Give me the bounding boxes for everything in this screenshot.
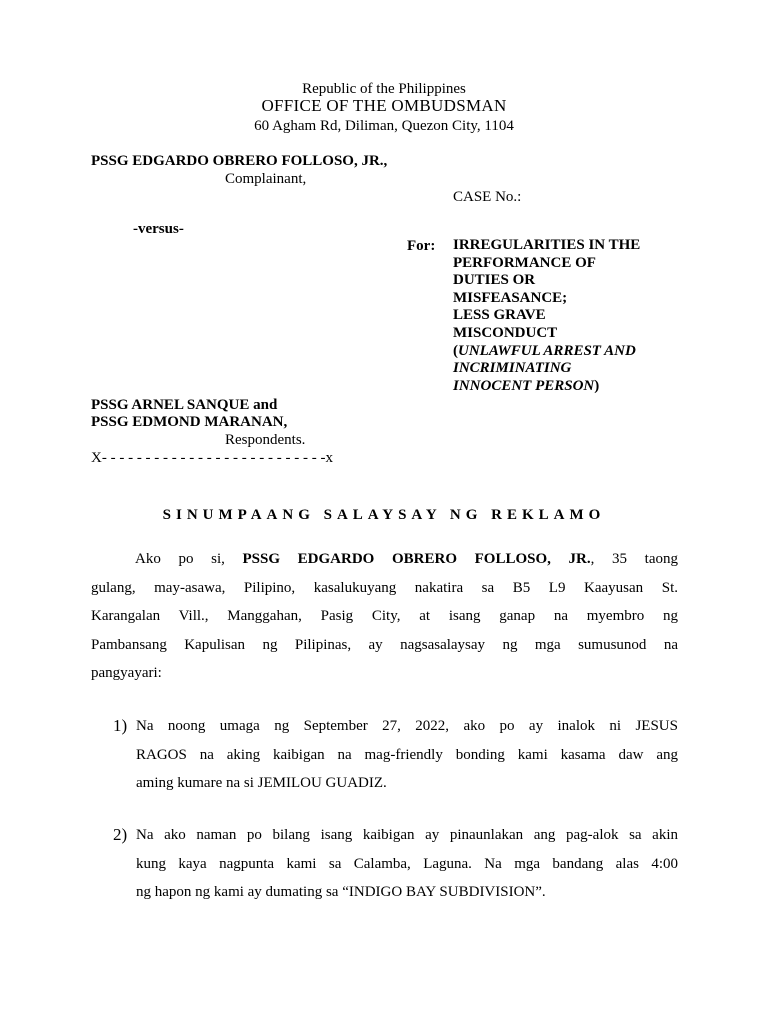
complainant-role: Complainant, bbox=[225, 171, 307, 187]
charge-line: MISCONDUCT bbox=[453, 324, 558, 341]
case-no-label: CASE No.: bbox=[453, 189, 522, 205]
intro-line: pangyayari: bbox=[91, 665, 162, 681]
intro-prefix: Ako po si, bbox=[135, 551, 243, 567]
respondent-1: PSSG ARNEL SANQUE and bbox=[91, 397, 278, 413]
respondent-role: Respondents. bbox=[225, 432, 306, 448]
for-label: For: bbox=[407, 238, 436, 254]
item-paragraph bbox=[136, 821, 678, 907]
charges-block bbox=[453, 237, 693, 395]
respondent-2: PSSG EDMOND MARANAN, bbox=[91, 414, 288, 430]
complainant-name: PSSG EDGARDO OBRERO FOLLOSO, JR., bbox=[91, 153, 388, 169]
charge-detail-text: UNLAWFUL ARREST AND bbox=[458, 342, 636, 359]
item-paragraph bbox=[136, 712, 678, 798]
charge-detail-line bbox=[453, 343, 693, 361]
header-office: OFFICE OF THE OMBUDSMAN bbox=[261, 96, 507, 115]
intro-line: gulang, may-asawa, Pilipino, kasalukuyang nakatira sa B5 L9 Kaayusan St. bbox=[91, 579, 678, 596]
charge-detail-line bbox=[453, 378, 693, 396]
item-line: ng hapon ng kami ay dumating sa “INDIGO BAY SUBDIVISION”. bbox=[136, 884, 546, 900]
paren-close: ) bbox=[594, 377, 600, 394]
intro-paragraph bbox=[91, 545, 678, 688]
item-line: Na noong umaga ng September 27, 2022, ako po ay inalok ni JESUS bbox=[136, 718, 678, 734]
charge-detail-line: INCRIMINATING bbox=[453, 360, 572, 377]
item-line: kung kaya nagpunta kami sa Calamba, Laguna. Na mga bandang alas 4:00 bbox=[136, 855, 678, 872]
document-title: SINUMPAANG SALAYSAY NG REKLAMO bbox=[162, 507, 606, 523]
intro-line: Pambansang Kapulisan ng Pilipinas, ay nagsasalaysay ng mga sumusunod na bbox=[91, 636, 678, 653]
item-number: 2) bbox=[113, 825, 128, 844]
intro-line: Karangalan Vill., Manggahan, Pasig City, at isang ganap na myembro ng bbox=[91, 608, 678, 624]
caption-divider: X- - - - - - - - - - - - - - - - - - - - - - - - - -x bbox=[91, 450, 333, 466]
charge-detail-text: INNOCENT PERSON bbox=[453, 377, 595, 394]
item-line: aming kumare na si JEMILOU GUADIZ. bbox=[136, 775, 387, 791]
versus-label: -versus- bbox=[133, 221, 184, 237]
header-republic: Republic of the Philippines bbox=[302, 81, 466, 97]
charge-line: LESS GRAVE bbox=[453, 307, 546, 324]
charge-line: IRREGULARITIES IN THE bbox=[453, 237, 641, 253]
charge-line: MISFEASANCE; bbox=[453, 289, 568, 306]
header-address: 60 Agham Rd, Diliman, Quezon City, 1104 bbox=[254, 118, 514, 134]
affiant-name: PSSG EDGARDO OBRERO FOLLOSO, JR. bbox=[242, 551, 591, 567]
paren-open: ( bbox=[453, 342, 458, 359]
intro-suffix: , 35 taong bbox=[590, 551, 679, 567]
charge-line: PERFORMANCE OF bbox=[453, 254, 596, 271]
charge-line: DUTIES OR bbox=[453, 272, 536, 289]
item-line: Na ako naman po bilang isang kaibigan ay pinaunlakan ang pag-alok sa akin bbox=[136, 827, 678, 843]
item-number: 1) bbox=[113, 716, 128, 735]
intro-first-line bbox=[91, 545, 678, 574]
item-line: RAGOS na aking kaibigan na mag-friendly bonding kami kasama daw ang bbox=[136, 746, 678, 763]
